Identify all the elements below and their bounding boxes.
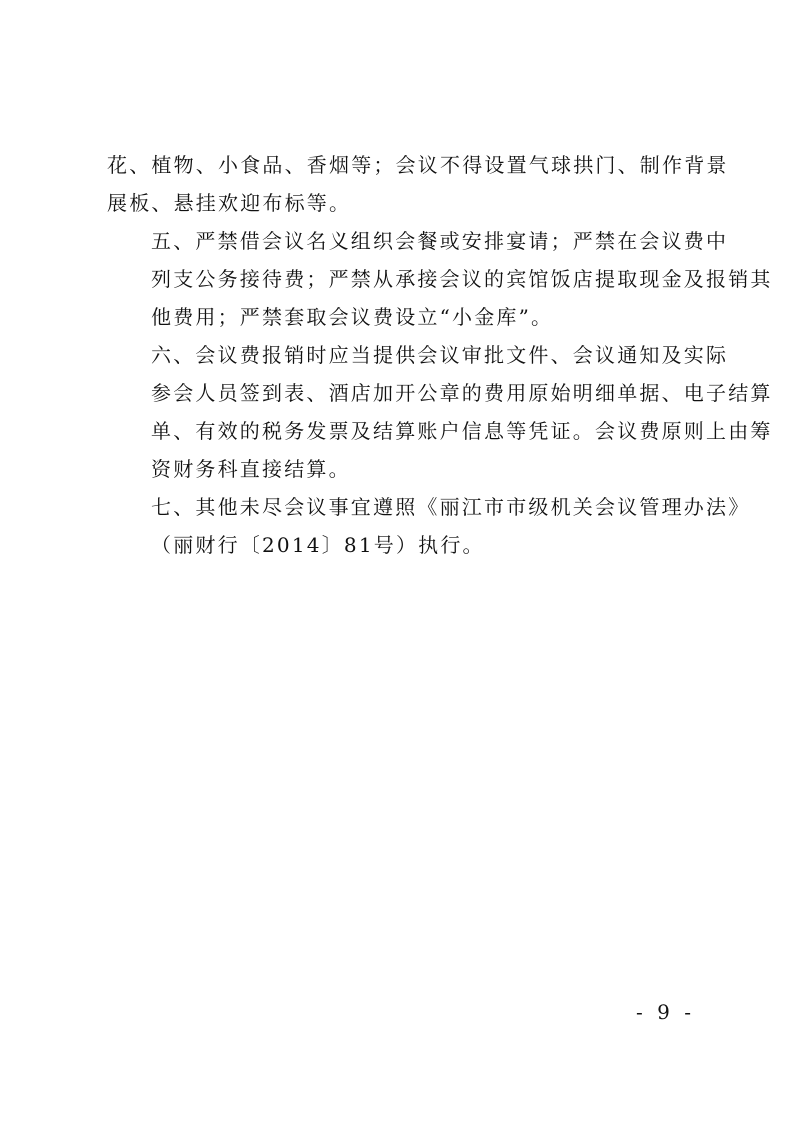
text-line: 单、有效的税务发票及结算账户信息等凭证。会议费原则上由筹: [151, 419, 773, 443]
text-line: 五、严禁借会议名义组织会餐或安排宴请；严禁在会议费中: [151, 229, 729, 253]
text-line: 列支公务接待费；严禁从承接会议的宾馆饭店提取现金及报销其: [151, 267, 773, 291]
text-line: （丽财行〔2014〕81号）执行。: [151, 533, 485, 557]
page-number: - 9 -: [636, 1000, 695, 1024]
text-line: 资财务科直接结算。: [151, 457, 351, 481]
paragraph-item-7: [107, 488, 751, 564]
paragraph-item-5: [107, 222, 773, 336]
text-line: 参会人员签到表、酒店加开公章的费用原始明细单据、电子结算: [151, 381, 773, 405]
paragraph-continuation: [107, 146, 729, 222]
paragraph-item-6: [107, 336, 773, 488]
text-line: 展板、悬挂欢迎布标等。: [107, 191, 352, 215]
document-body: [107, 146, 773, 564]
text-line: 他费用；严禁套取会议费设立“小金库”。: [151, 305, 554, 329]
text-line: 六、会议费报销时应当提供会议审批文件、会议通知及实际: [151, 343, 729, 367]
text-line: 七、其他未尽会议事宜遵照《丽江市市级机关会议管理办法》: [151, 495, 751, 519]
text-line: 花、植物、小食品、香烟等；会议不得设置气球拱门、制作背景: [107, 153, 729, 177]
